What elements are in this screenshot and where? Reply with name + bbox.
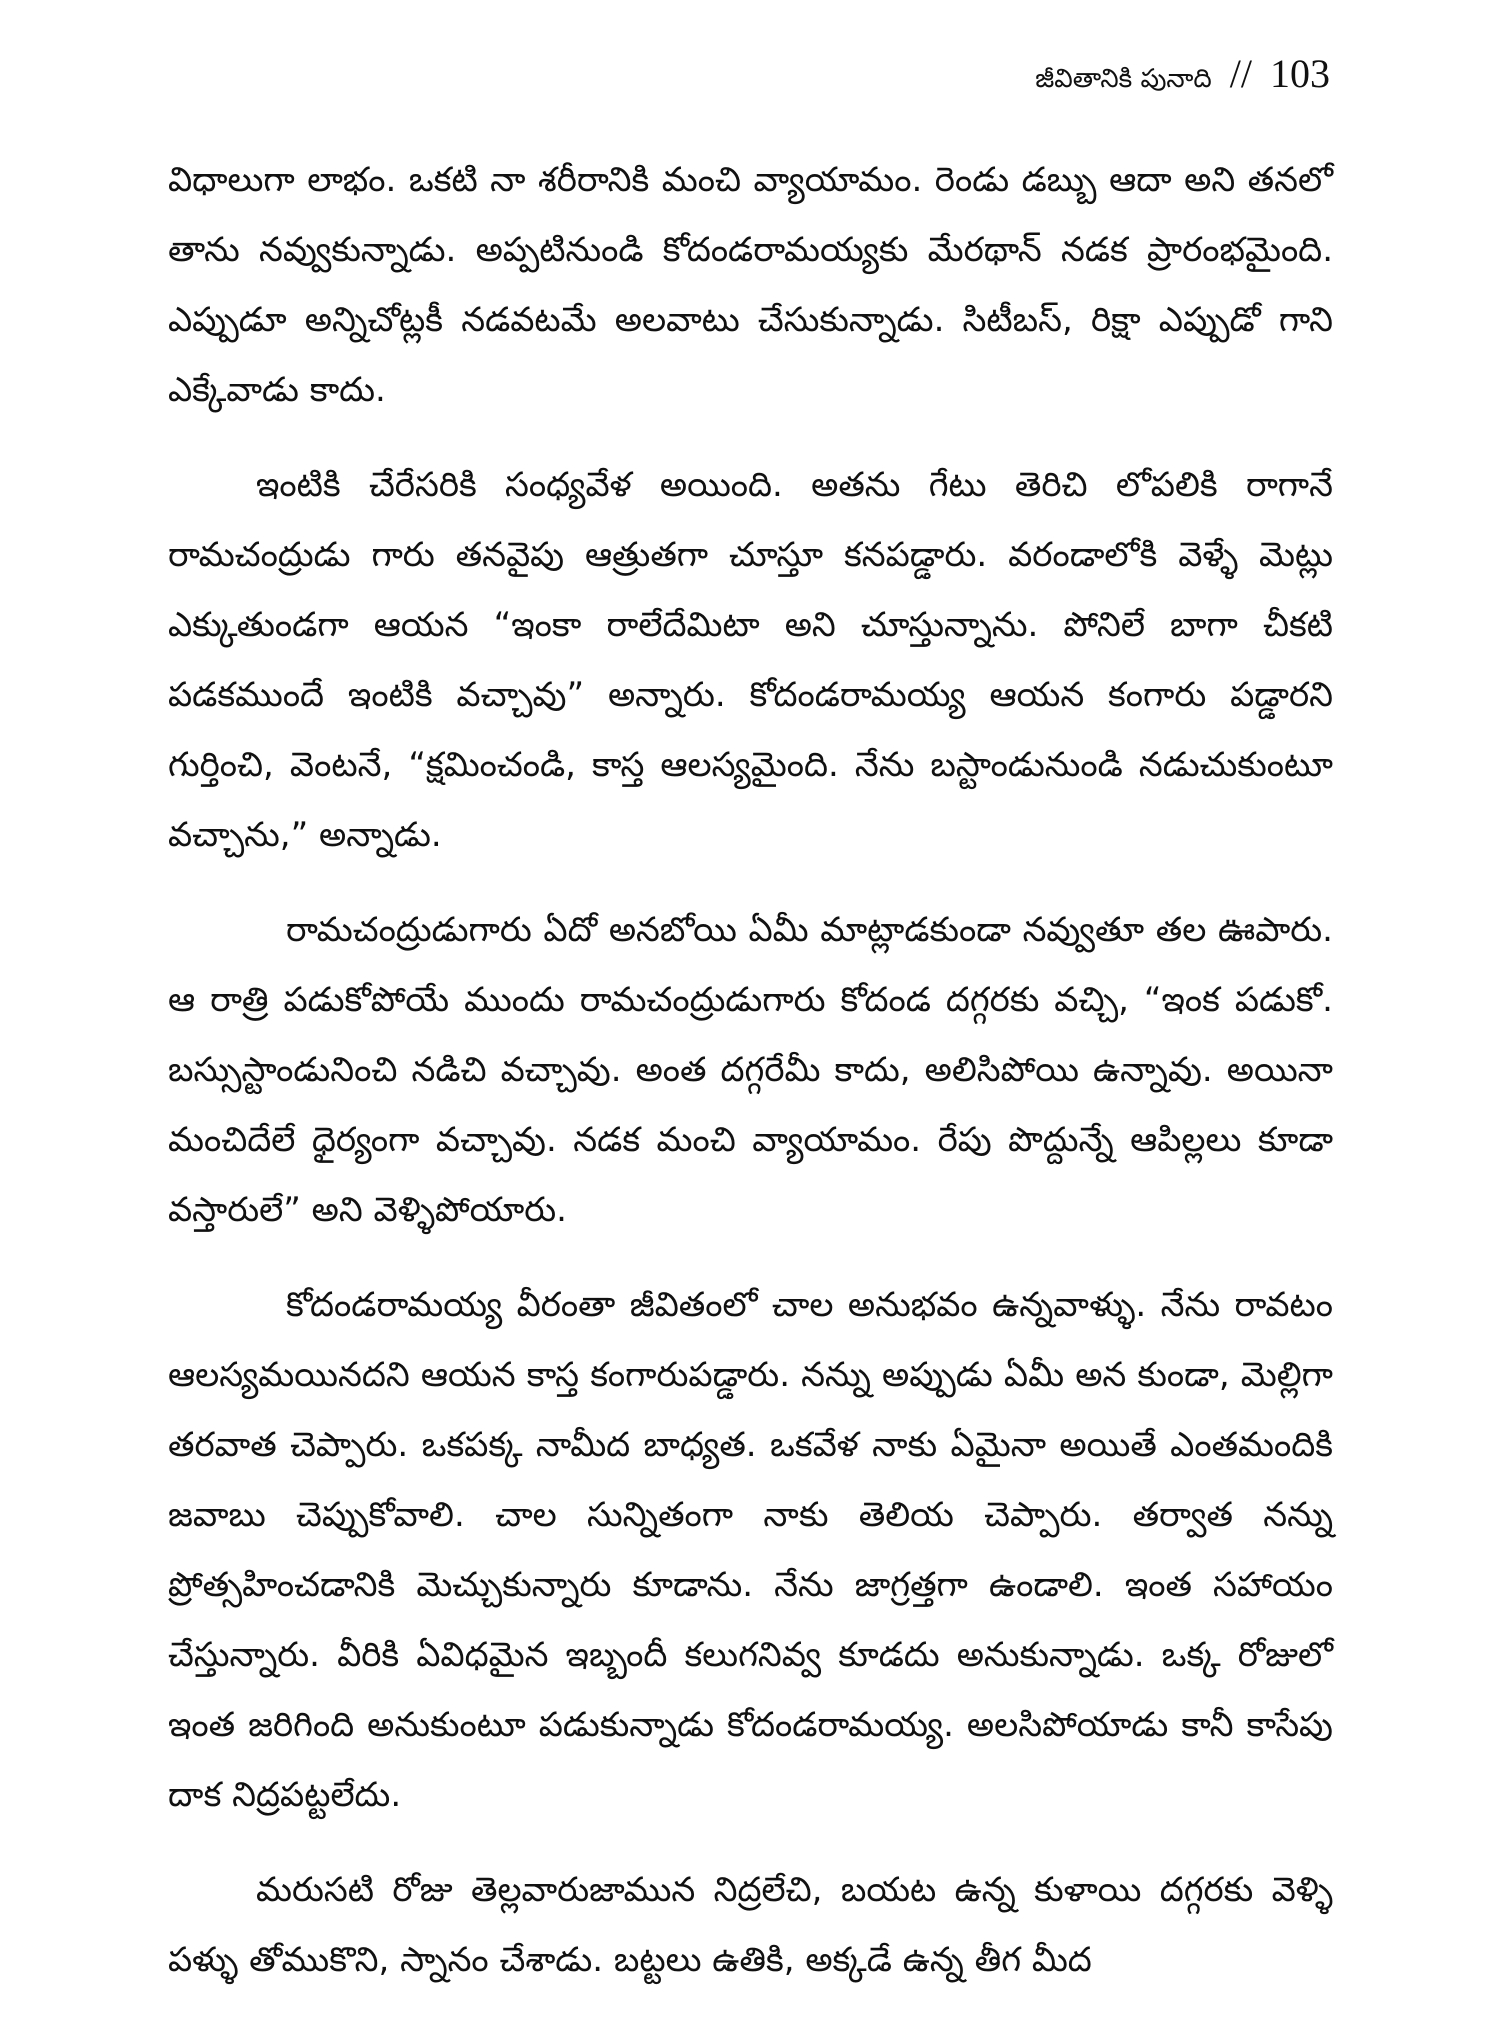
page-number: 103: [1270, 51, 1330, 96]
paragraph-4: కోదండరామయ్య వీరంతా జీవితంలో చాల అనుభవం ఉన్నవాళ్ళు. నేను రావటం ఆలస్యమయినదని ఆయన కాస్త కంగారుపడ్డారు. నన్ను అప్పుడు ఏమీ అన కుండా, మెల్లిగా తరవాత చెప్పారు. ఒకపక్క నామీద బాధ్యత. ఒకవేళ నాకు ఏమైనా అయితే ఎంతమందికి జవాబు చెప్పుకోవాలి. చాల సున్నితంగా నాకు తెలియ చెప్పారు. తర్వాత నన్ను ప్రోత్సహించడానికి మెచ్చుకున్నారు కూడాను. నేను జాగ్రత్తగా ఉండాలి. ఇంత సహాయం చేస్తున్నారు. వీరికి ఏవిధమైన ఇబ్బందీ కలుగనివ్వ కూడదు అనుకున్నాడు. ఒక్క రోజులో ఇంత జరిగింది అనుకుంటూ పడుకున్నాడు కోదండరామయ్య. అలసిపోయాడు కానీ కాసేపు దాక నిద్రపట్టలేదు.: [168, 1285, 1333, 1815]
header-separator: //: [1229, 51, 1252, 96]
paragraph-1: విధాలుగా లాభం. ఒకటి నా శరీరానికి మంచి వ్యాయామం. రెండు డబ్బు ఆదా అని తనలో తాను నవ్వుకున్నాడు. అప్పటినుండి కోదండరామయ్యకు మేరథాన్ నడక ప్రారంభమైంది. ఎప్పుడూ అన్నిచోట్లకీ నడవటమే అలవాటు చేసుకున్నాడు. సిటీబస్, రిక్షా ఎప్పుడో గాని ఎక్కేవాడు కాదు.: [168, 160, 1333, 410]
running-header: [1035, 50, 1330, 100]
paragraph-3: రామచంద్రుడుగారు ఏదో అనబోయి ఏమీ మాట్లాడకుండా నవ్వుతూ తల ఊపారు. ఆ రాత్రి పడుకోపోయే ముందు రామచంద్రుడుగారు కోదండ దగ్గరకు వచ్చి, “ఇంక పడుకో. బస్సుస్టాండునించి నడిచి వచ్చావు. అంత దగ్గరేమీ కాదు, అలిసిపోయి ఉన్నావు. అయినా మంచిదేలే ధైర్యంగా వచ్చావు. నడక మంచి వ్యాయామం. రేపు పొద్దున్నే ఆపిల్లలు కూడా వస్తారులే” అని వెళ్ళిపోయారు.: [168, 910, 1333, 1230]
paragraph-5: మరుసటి రోజు తెల్లవారుజామున నిద్రలేచి, బయట ఉన్న కుళాయి దగ్గరకు వెళ్ళి పళ్ళు తోముకొని, స్నానం చేశాడు. బట్టలు ఉతికి, అక్కడే ఉన్న తీగ మీద: [168, 1870, 1333, 1980]
book-title: జీవితానికి పునాది: [1035, 64, 1212, 94]
body-text: [168, 145, 1333, 2020]
paragraph-2: ఇంటికి చేరేసరికి సంధ్యవేళ అయింది. అతను గేటు తెరిచి లోపలికి రాగానే రామచంద్రుడు గారు తనవైపు ఆత్రుతగా చూస్తూ కనపడ్డారు. వరండాలోకి వెళ్ళే మెట్లు ఎక్కుతుండగా ఆయన “ఇంకా రాలేదేమిటా అని చూస్తున్నాను. పోనిలే బాగా చీకటి పడకముందే ఇంటికి వచ్చావు” అన్నారు. కోదండరామయ్య ఆయన కంగారు పడ్డారని గుర్తించి, వెంటనే, “క్షమించండి, కాస్త ఆలస్యమైంది. నేను బస్టాండునుండి నడుచుకుంటూ వచ్చాను,” అన్నాడు.: [168, 465, 1333, 855]
